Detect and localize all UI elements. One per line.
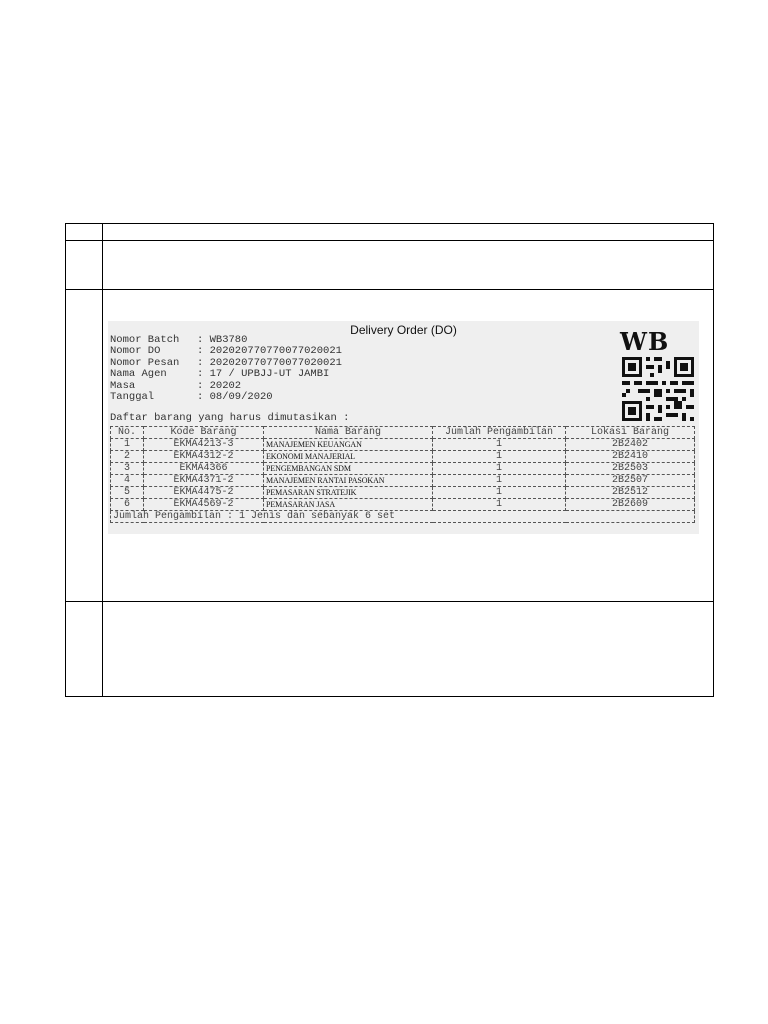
table-row — [111, 499, 695, 511]
row-lokasi: 2B2402 — [566, 439, 695, 451]
row-kode: EKMA4371-2 — [144, 475, 264, 487]
items-table — [110, 426, 695, 523]
table-row — [111, 439, 695, 451]
meta-value: : WB3780 — [197, 334, 248, 346]
row-kode: EKMA4366 — [144, 463, 264, 475]
meta-label: Nomor Pesan — [110, 356, 180, 369]
row-jumlah: 1 — [433, 487, 566, 499]
row-lokasi: 2B2410 — [566, 451, 695, 463]
do-meta — [110, 335, 342, 403]
row-nama: EKONOMI MANAJERIAL — [264, 451, 433, 463]
table-row — [111, 451, 695, 463]
row-lokasi: 2B2512 — [566, 487, 695, 499]
row-no: 3 — [111, 463, 144, 475]
wb-logo: WB — [620, 327, 670, 356]
column-header: Jumlah Pengambilan — [433, 427, 566, 439]
meta-label: Masa — [110, 379, 136, 392]
row-kode: EKMA4213-3 — [144, 439, 264, 451]
table-row — [111, 487, 695, 499]
meta-label: Nomor Batch — [110, 334, 180, 346]
row-nama: MANAJEMEN RANTAI PASOKAN — [264, 475, 433, 487]
row-jumlah: 1 — [433, 451, 566, 463]
do-title: Delivery Order (DO) — [350, 323, 457, 337]
meta-value: : 17 / UPBJJ-UT JAMBI — [197, 368, 330, 381]
table-row — [111, 463, 695, 475]
table-footer-row — [111, 511, 695, 523]
column-divider — [102, 224, 103, 696]
column-header: Nama Barang — [264, 427, 433, 439]
row-divider — [66, 289, 713, 290]
row-no: 1 — [111, 439, 144, 451]
row-lokasi: 2B2507 — [566, 475, 695, 487]
row-kode: EKMA4312-2 — [144, 451, 264, 463]
row-nama: PEMASARAN STRATEJIK — [264, 487, 433, 499]
table-row — [111, 475, 695, 487]
row-no: 6 — [111, 499, 144, 511]
table-header-row — [111, 427, 695, 439]
list-heading: Daftar barang yang harus dimutasikan : — [110, 412, 350, 424]
column-header: Kode Barang — [144, 427, 264, 439]
row-no: 4 — [111, 475, 144, 487]
row-jumlah: 1 — [433, 499, 566, 511]
row-nama: PENGEMBANGAN SDM — [264, 463, 433, 475]
meta-row — [110, 392, 342, 403]
row-kode: EKMA4475-2 — [144, 487, 264, 499]
meta-label: Tanggal — [110, 391, 155, 404]
footer-summary: Jumlah Pengambilan : 1 Jenis dan sebanyak 6 set — [111, 511, 695, 523]
column-header: No. — [111, 427, 144, 439]
row-jumlah: 1 — [433, 475, 566, 487]
row-nama: MANAJEMEN KEUANGAN — [264, 439, 433, 451]
row-no: 5 — [111, 487, 144, 499]
qr-code-icon — [622, 357, 694, 421]
meta-label: Nama Agen — [110, 368, 167, 381]
row-divider — [66, 601, 713, 602]
row-lokasi: 2B2503 — [566, 463, 695, 475]
meta-value: : 202020770770077020021 — [197, 345, 342, 358]
row-lokasi: 2B2609 — [566, 499, 695, 511]
row-no: 2 — [111, 451, 144, 463]
row-divider — [66, 240, 713, 241]
meta-value: : 20202 — [197, 379, 242, 392]
meta-label: Nomor DO — [110, 345, 161, 358]
meta-value: : 202020770770077020021 — [197, 356, 342, 369]
row-kode: EKMA4569-2 — [144, 499, 264, 511]
column-header: Lokasi Barang — [566, 427, 695, 439]
row-jumlah: 1 — [433, 463, 566, 475]
meta-value: : 08/09/2020 — [197, 391, 273, 404]
delivery-order-image — [108, 321, 699, 534]
row-jumlah: 1 — [433, 439, 566, 451]
row-nama: PEMASARAN JASA — [264, 499, 433, 511]
